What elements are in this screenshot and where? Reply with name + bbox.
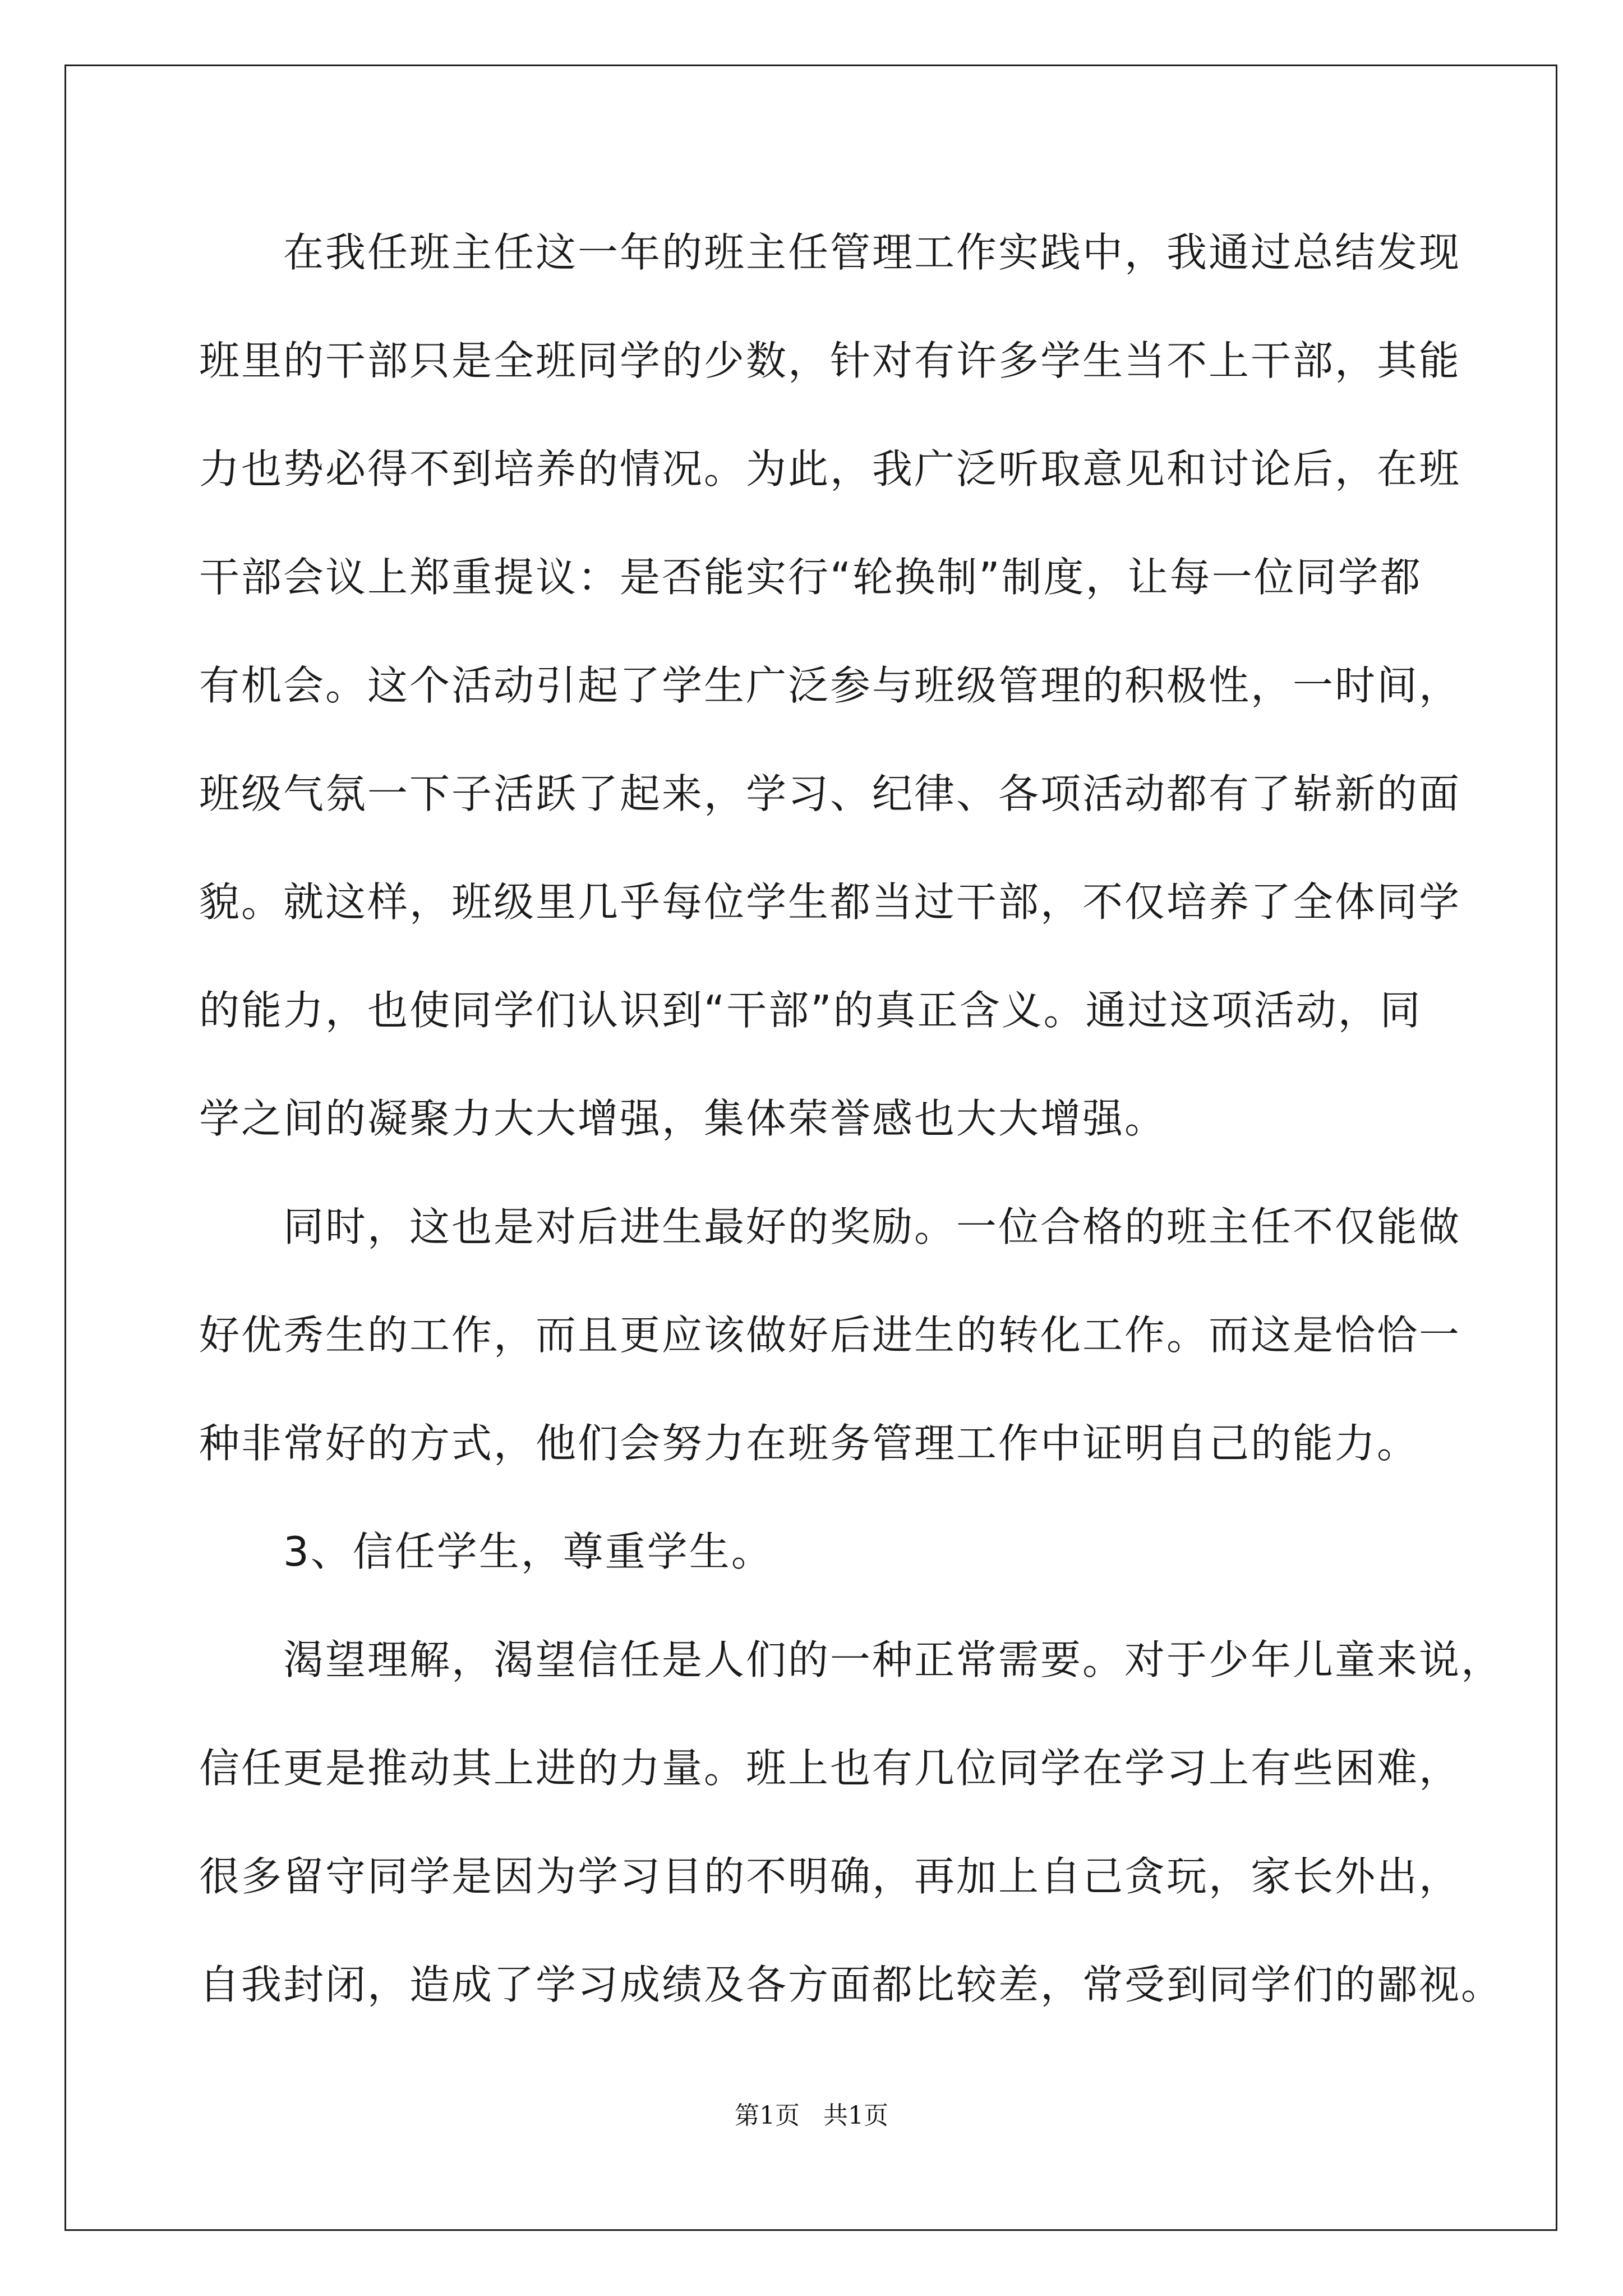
document-body [199,213,1504,2054]
paragraph-line: 有机会。这个活动引起了学生广泛参与班级管理的积极性，一时间， [199,662,1461,709]
paragraph-line: 自我封闭，造成了学习成绩及各方面都比较差，常受到同学们的鄙视。 [199,1961,1504,2008]
section-heading: 3、信任学生，尊重学生。 [283,1528,773,1575]
paragraph-line: 学之间的凝聚力大大增强，集体荣誉感也大大增强。 [199,1095,1167,1142]
paragraph-line: 的能力，也使同学们认识到“干部”的真正含义。通过这项活动，同 [199,987,1422,1034]
paragraph-line: 信任更是推动其上进的力量。班上也有几位同学在学习上有些困难， [199,1745,1461,1792]
paragraph-line: 力也势必得不到培养的情况。为此，我广泛听取意见和讨论后，在班 [199,445,1461,493]
paragraph-line: 班里的干部只是全班同学的少数，针对有许多学生当不上干部，其能 [199,337,1461,384]
paragraph-line: 种非常好的方式，他们会努力在班务管理工作中证明自己的能力。 [199,1420,1419,1467]
paragraph-line: 好优秀生的工作，而且更应该做好后进生的转化工作。而这是恰恰一 [199,1312,1461,1359]
paragraph-line: 渴望理解，渴望信任是人们的一种正常需要。对于少年儿童来说， [283,1636,1504,1683]
paragraph-line: 干部会议上郑重提议：是否能实行“轮换制”制度，让每一位同学都 [199,554,1422,601]
paragraph-line: 很多留守同学是因为学习目的不明确，再加上自己贪玩，家长外出， [199,1853,1461,1900]
paragraph-line: 班级气氛一下子活跃了起来，学习、纪律、各项活动都有了崭新的面 [199,770,1461,817]
paragraph-line: 在我任班主任这一年的班主任管理工作实践中，我通过总结发现 [283,229,1461,276]
paragraph-line: 同时，这也是对后进生最好的奖励。一位合格的班主任不仅能做 [283,1203,1461,1250]
paragraph-line: 貌。就这样，班级里几乎每位学生都当过干部，不仅培养了全体同学 [199,878,1461,926]
page-number-footer: 第1页 共1页 [735,2101,888,2130]
